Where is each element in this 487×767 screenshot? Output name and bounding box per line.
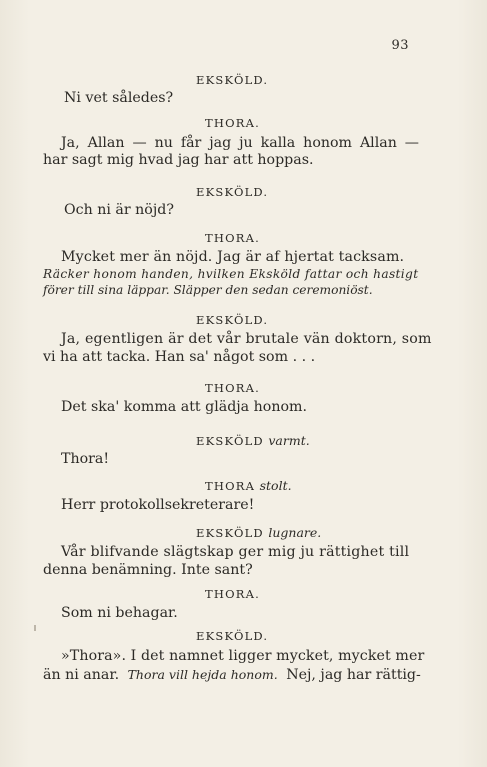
speaker-ekskold-4: EKSKÖLD bbox=[196, 434, 264, 448]
dialogue-line-11b bbox=[43, 666, 421, 684]
speaker-ekskold-3: EKSKÖLD. bbox=[196, 313, 269, 327]
speaker-thora-4: THORA bbox=[205, 479, 256, 493]
speaker-direction-stolt: stolt. bbox=[259, 478, 292, 493]
dialogue-line-9a: Vår blifvande slägtskap ger mig ju rättighet till bbox=[61, 544, 410, 560]
dialogue-line-5b: vi ha att tacka. Han sa' något som . . . bbox=[43, 349, 316, 365]
dialogue-line-11a: »Thora». I det namnet ligger mycket, mycket mer bbox=[61, 648, 425, 664]
speaker-thora-1: THORA. bbox=[205, 116, 260, 130]
speaker-ekskold-5: EKSKÖLD bbox=[196, 526, 264, 540]
dialogue-line-10: Som ni behagar. bbox=[61, 605, 178, 621]
speaker-direction-varmt: varmt. bbox=[268, 433, 310, 448]
stage-direction-2: Thora vill hejda honom. bbox=[127, 667, 278, 682]
speaker-thora-4-group bbox=[205, 477, 292, 495]
speaker-ekskold-1: EKSKÖLD. bbox=[196, 73, 269, 87]
dialogue-line-9b: denna benämning. Inte sant? bbox=[43, 562, 253, 578]
dialogue-line-1: Ni vet således? bbox=[64, 90, 174, 106]
speaker-ekskold-5-group bbox=[196, 524, 321, 542]
dialogue-line-4a: Mycket mer än nöjd. Jag är af hjertat tacksam. bbox=[61, 249, 405, 265]
dialogue-line-7: Thora! bbox=[61, 451, 110, 467]
stage-direction-1b: förer till sina läppar. Släpper den sedan ceremoniöst. bbox=[43, 283, 373, 297]
dialogue-line-2b: har sagt mig hvad jag har att hoppas. bbox=[43, 152, 314, 168]
speaker-thora-2: THORA. bbox=[205, 231, 260, 245]
dialogue-line-2a: Ja, Allan — nu får jag ju kalla honom Allan — bbox=[61, 135, 419, 151]
dialogue-line-11b-end: Nej, jag har rättig- bbox=[286, 667, 421, 683]
dialogue-line-11b-start: än ni anar. bbox=[43, 667, 120, 683]
dialogue-line-3: Och ni är nöjd? bbox=[64, 202, 174, 218]
speaker-direction-lugnare: lugnare. bbox=[268, 525, 322, 540]
stage-direction-1a: Räcker honom handen, hvilken Eksköld fattar och hastigt bbox=[43, 267, 419, 281]
dialogue-line-6: Det ska' komma att glädja honom. bbox=[61, 399, 307, 415]
speaker-thora-5: THORA. bbox=[205, 587, 260, 601]
speaker-ekskold-2: EKSKÖLD. bbox=[196, 185, 269, 199]
page-number: 93 bbox=[391, 38, 409, 53]
dialogue-line-8: Herr protokollsekreterare! bbox=[61, 497, 255, 513]
speaker-ekskold-6: EKSKÖLD. bbox=[196, 629, 269, 643]
paper-speck bbox=[34, 625, 36, 631]
dialogue-line-5a: Ja, egentligen är det vår brutale vän doktorn, som bbox=[61, 331, 432, 347]
speaker-ekskold-4-group bbox=[196, 432, 310, 450]
speaker-thora-3: THORA. bbox=[205, 381, 260, 395]
